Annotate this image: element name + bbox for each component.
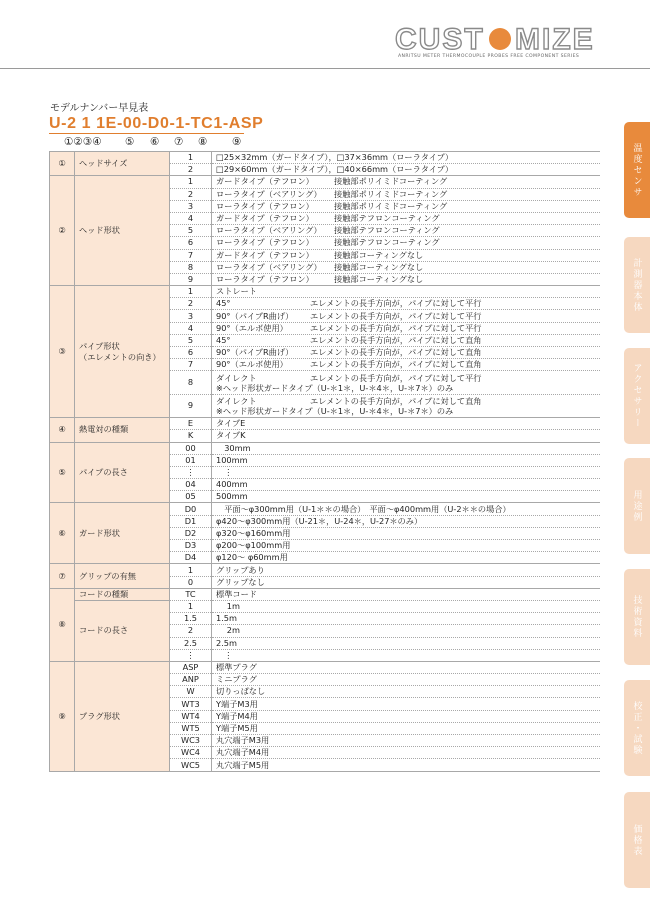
option-code: 7 (170, 249, 212, 261)
option-description (212, 310, 601, 322)
table-row (50, 152, 601, 164)
option-description (212, 674, 601, 686)
customize-logo (395, 22, 605, 68)
description-note: ※ヘッド形状ガードタイプ（U-＊1＊，U-＊4＊，U-＊7＊）のみ (216, 382, 454, 393)
option-description (212, 576, 601, 588)
description-detail: エレメントの長手方向が，パイプに対して平行 (310, 322, 482, 333)
option-code: D0 (170, 503, 212, 515)
option-code: WC4 (170, 747, 212, 759)
model-code: U-2 1 1E-00-D0-1-TC1-ASP (49, 115, 264, 132)
option-code: 2 (170, 164, 212, 176)
side-tab-3[interactable]: アクセサリー (624, 348, 650, 444)
description-text: 丸穴端子M5用 (216, 759, 270, 770)
group-item-label-top: コードの種類 (75, 588, 170, 600)
option-code: 4 (170, 212, 212, 224)
description-text: 1.5m (216, 613, 237, 624)
table-row (50, 286, 601, 298)
description-text: 2m (216, 625, 240, 636)
description-text: 45° (216, 298, 231, 309)
option-code: WT3 (170, 698, 212, 710)
option-description (212, 686, 601, 698)
option-code: 1 (170, 600, 212, 612)
description-text: φ420～φ300mm用（U-21＊，U-24＊，U-27＊のみ） (216, 515, 423, 526)
group-number: ⑦ (50, 564, 75, 588)
option-code: 00 (170, 442, 212, 454)
description-detail: 接触部コーティングなし (334, 273, 424, 284)
option-description (212, 722, 601, 734)
option-code: 1 (170, 286, 212, 298)
side-tab-1[interactable]: 温度センサ (624, 122, 650, 218)
description-text: 100mm (216, 454, 248, 465)
description-text: φ120～ φ60mm用 (216, 552, 288, 563)
table-row (50, 588, 601, 600)
group-number: ② (50, 176, 75, 286)
option-code: 9 (170, 394, 212, 417)
description-detail: 接触部テフロンコーティング (334, 213, 440, 224)
option-description (212, 334, 601, 346)
option-code: E (170, 418, 212, 430)
description-text: φ320～φ160mm用 (216, 527, 291, 538)
description-text: ミニプラグ (216, 674, 257, 685)
option-code: 9 (170, 273, 212, 285)
table-row (50, 442, 601, 454)
description-text: φ200～φ100mm用 (216, 540, 291, 551)
option-description (212, 698, 601, 710)
option-code: D2 (170, 527, 212, 539)
description-detail: エレメントの長手方向が，パイプに対して平行 (310, 298, 482, 309)
group-item-label: 熱電対の種類 (75, 418, 170, 442)
option-description (212, 164, 601, 176)
description-text: ローラタイプ（ベアリング） (216, 188, 322, 199)
description-detail: エレメントの長手方向が，パイプに対して直角 (310, 334, 482, 345)
option-code: 01 (170, 454, 212, 466)
description-text: ダイレクト (216, 372, 257, 383)
description-detail: 接触部テフロンコーティング (334, 225, 440, 236)
option-description (212, 371, 601, 394)
description-text: タイプK (216, 430, 246, 441)
group-number: ③ (50, 286, 75, 418)
description-text: 2.5m (216, 637, 237, 648)
description-note: ※ヘッド形状ガードタイプ（U-＊1＊，U-＊4＊，U-＊7＊）のみ (216, 405, 454, 416)
option-description (212, 430, 601, 442)
description-text: □29×60mm（ガードタイプ），□40×66mm（ローラタイプ） (216, 164, 454, 175)
option-code: 8 (170, 261, 212, 273)
option-code: 3 (170, 200, 212, 212)
description-text: ⋮ (216, 467, 233, 477)
option-code: D3 (170, 540, 212, 552)
side-tab-6[interactable]: 校正・試験 (624, 680, 650, 776)
option-code: WT4 (170, 710, 212, 722)
description-text: □25×32mm（ガードタイプ），□37×36mm（ローラタイプ） (216, 152, 454, 163)
logo-subtitle: ANRITSU METER THERMOCOUPLE PROBES FREE COMPONENT SERIES (398, 54, 580, 59)
description-text: ローラタイプ（テフロン） (216, 200, 314, 211)
option-description (212, 600, 601, 612)
group-number: ⑤ (50, 442, 75, 503)
description-detail: 接触部ポリイミドコーティング (334, 200, 448, 211)
description-text: ローラタイプ（テフロン） (216, 273, 314, 284)
option-description (212, 588, 601, 600)
option-description (212, 322, 601, 334)
description-detail: 接触部テフロンコーティング (334, 237, 440, 248)
option-description (212, 491, 601, 503)
option-description (212, 466, 601, 478)
page-title: モデルナンバー早見表 (50, 103, 149, 114)
description-text: 丸穴端子M3用 (216, 735, 270, 746)
option-code: 1.5 (170, 613, 212, 625)
option-code: D4 (170, 552, 212, 564)
description-detail: エレメントの長手方向が，パイプに対して直角 (310, 395, 482, 406)
option-code: 2 (170, 625, 212, 637)
description-text: グリップあり (216, 564, 265, 575)
group-item-label: プラグ形状 (75, 661, 170, 771)
description-text: 90°（エルボ使用） (216, 322, 288, 333)
option-description (212, 225, 601, 237)
option-description (212, 261, 601, 273)
description-detail: 接触部ポリイミドコーティング (334, 188, 448, 199)
side-tab-2[interactable]: 計測器本体 (624, 237, 650, 333)
option-description (212, 735, 601, 747)
option-description (212, 479, 601, 491)
option-code: 6 (170, 237, 212, 249)
description-text: グリップなし (216, 576, 265, 587)
description-detail: 接触部ポリイミドコーティング (334, 176, 448, 187)
description-text: 90°（エルボ使用） (216, 359, 288, 370)
table-row (50, 564, 601, 576)
description-text: タイプE (216, 418, 246, 429)
option-code: 0 (170, 576, 212, 588)
option-description (212, 540, 601, 552)
option-description (212, 152, 601, 164)
group-number: ④ (50, 418, 75, 442)
option-description (212, 503, 601, 515)
option-code: 1 (170, 152, 212, 164)
description-text: 90°（パイプR曲げ） (216, 310, 294, 321)
option-code: ⋮ (170, 466, 212, 478)
header-divider (0, 68, 650, 69)
option-code: 5 (170, 334, 212, 346)
group-item-label: パイプ形状 （エレメントの向き） (75, 286, 170, 418)
side-tab-5[interactable]: 技術資料 (624, 569, 650, 665)
option-code: 2.5 (170, 637, 212, 649)
description-text: 丸穴端子M4用 (216, 747, 270, 758)
description-detail: エレメントの長手方向が，パイプに対して平行 (310, 310, 482, 321)
option-code: 04 (170, 479, 212, 491)
table-row (50, 600, 601, 612)
code-num-2: ⑤ (125, 136, 135, 148)
option-code: TC (170, 588, 212, 600)
option-code: ASP (170, 661, 212, 673)
option-description (212, 273, 601, 285)
description-text: 標準コード (216, 588, 257, 599)
option-description (212, 394, 601, 417)
option-code: K (170, 430, 212, 442)
option-description (212, 237, 601, 249)
description-detail: エレメントの長手方向が，パイプに対して直角 (310, 359, 482, 370)
option-code: ANP (170, 674, 212, 686)
option-description (212, 747, 601, 759)
description-detail: 接触部コーティングなし (334, 249, 424, 260)
side-tab-7[interactable]: 価格表 (624, 792, 650, 888)
description-text: Y端子M4用 (216, 710, 258, 721)
description-text: 標準プラグ (216, 662, 257, 672)
option-description (212, 359, 601, 371)
group-item-label: グリップの有無 (75, 564, 170, 588)
option-code: 6 (170, 347, 212, 359)
description-text: ローラタイプ（テフロン） (216, 237, 314, 248)
group-number: ⑨ (50, 661, 75, 771)
option-description (212, 710, 601, 722)
group-item-label: パイプの長さ (75, 442, 170, 503)
code-num-6: ⑨ (232, 136, 242, 148)
option-description (212, 298, 601, 310)
option-code: 4 (170, 322, 212, 334)
option-description (212, 637, 601, 649)
option-description (212, 564, 601, 576)
option-code: W (170, 686, 212, 698)
description-text: 45° (216, 334, 231, 345)
option-description (212, 759, 601, 771)
option-description (212, 515, 601, 527)
option-description (212, 625, 601, 637)
option-description (212, 454, 601, 466)
option-description (212, 613, 601, 625)
option-code: D1 (170, 515, 212, 527)
option-code: 05 (170, 491, 212, 503)
group-number: ① (50, 152, 75, 176)
description-text: Y端子M5用 (216, 722, 258, 733)
model-code-underline (49, 133, 244, 134)
option-description (212, 200, 601, 212)
option-description (212, 347, 601, 359)
description-text: 90°（パイプR曲げ） (216, 347, 294, 358)
description-text: ⋮ (216, 649, 233, 660)
description-text: ダイレクト (216, 395, 257, 406)
option-code: 2 (170, 298, 212, 310)
option-code: 5 (170, 225, 212, 237)
group-item-label: コードの長さ (75, 600, 170, 661)
option-description (212, 661, 601, 673)
description-text: ガードタイプ（テフロン） (216, 176, 314, 187)
svg-text:MIZE: MIZE (515, 23, 595, 56)
option-description (212, 527, 601, 539)
table-row (50, 503, 601, 515)
option-code: 1 (170, 176, 212, 188)
group-number: ⑧ (50, 588, 75, 661)
code-num-3: ⑥ (150, 136, 160, 148)
option-code: WC3 (170, 735, 212, 747)
svg-text:CUST: CUST (395, 23, 485, 56)
table-row (50, 661, 601, 673)
description-text: 500mm (216, 491, 248, 502)
table-row (50, 418, 601, 430)
option-code: 3 (170, 310, 212, 322)
option-description (212, 212, 601, 224)
group-item-label: ヘッドサイズ (75, 152, 170, 176)
code-num-5: ⑧ (198, 136, 208, 148)
option-description (212, 649, 601, 661)
option-description (212, 176, 601, 188)
description-text: ガードタイプ（テフロン） (216, 213, 314, 224)
description-detail: エレメントの長手方向が，パイプに対して平行 (310, 372, 482, 383)
option-code: 1 (170, 564, 212, 576)
model-number-table (49, 151, 600, 772)
option-code: 2 (170, 188, 212, 200)
description-text: Y端子M3用 (216, 698, 258, 709)
code-num-4: ⑦ (174, 136, 184, 148)
description-text: 切りっぱなし (216, 686, 266, 697)
description-text: 1m (216, 601, 240, 612)
option-description (212, 418, 601, 430)
option-description (212, 188, 601, 200)
option-description (212, 552, 601, 564)
option-code: 7 (170, 359, 212, 371)
description-text: ローラタイプ（ベアリング） (216, 225, 322, 236)
description-text: 400mm (216, 479, 248, 490)
description-text: ローラタイプ（ベアリング） (216, 261, 322, 272)
description-text: ストレート (216, 286, 257, 297)
option-code: ⋮ (170, 649, 212, 661)
option-code: 8 (170, 371, 212, 394)
description-detail: 接触部コーティングなし (334, 261, 424, 272)
code-num-1: ①②③④ (64, 136, 102, 148)
group-number: ⑥ (50, 503, 75, 564)
description-text: 30mm (216, 442, 251, 453)
option-code: WC5 (170, 759, 212, 771)
group-item-label: ガード形状 (75, 503, 170, 564)
side-tab-4[interactable]: 用途例 (624, 458, 650, 554)
description-text: 平面～φ300mm用（U-1＊＊の場合） 平面～φ400mm用（U-2＊＊の場合） (216, 503, 511, 514)
option-description (212, 442, 601, 454)
option-code: WT5 (170, 722, 212, 734)
description-detail: エレメントの長手方向が，パイプに対して直角 (310, 347, 482, 358)
option-description (212, 286, 601, 298)
option-description (212, 249, 601, 261)
group-item-label: ヘッド形状 (75, 176, 170, 286)
table-row (50, 176, 601, 188)
description-text: ガードタイプ（テフロン） (216, 249, 314, 260)
